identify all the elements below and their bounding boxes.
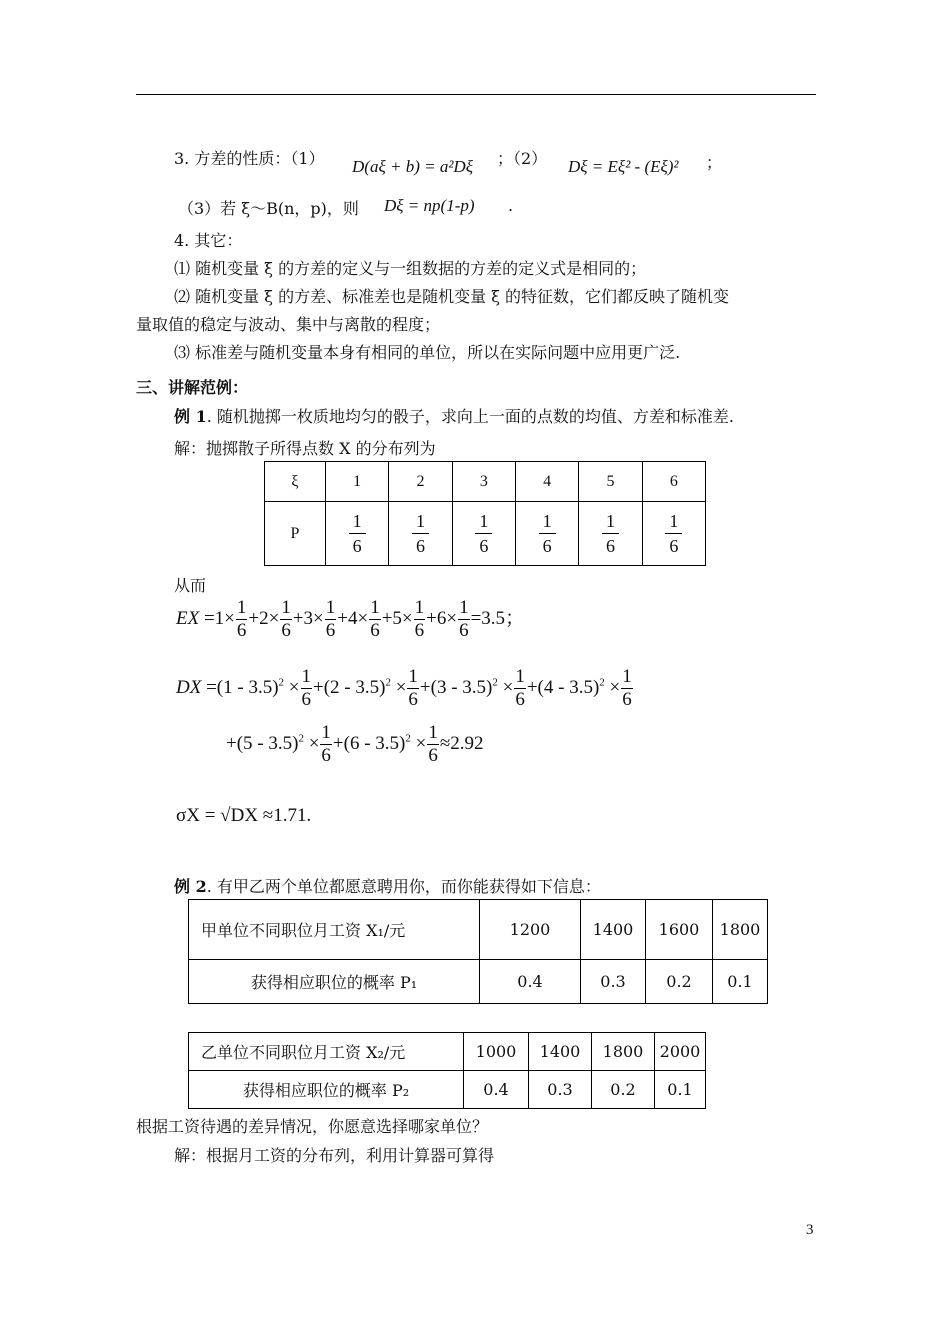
table-row — [189, 1071, 706, 1109]
table-cell: 4 — [515, 462, 578, 502]
therefore-text: 从而 — [174, 576, 207, 595]
table-cell: 1200 — [480, 900, 581, 960]
probability-fraction: $\frac{1}{6}$ — [475, 509, 492, 558]
table-cell: 5 — [579, 462, 642, 502]
example-2-solution-intro: 解：根据月工资的分布列，利用计算器可算得 — [174, 1146, 495, 1165]
example-2-statement — [174, 874, 601, 897]
property-separator-1: ；（2） — [497, 149, 548, 168]
table-cell: 6 — [642, 462, 705, 502]
sigma-end: . — [306, 805, 312, 826]
property-3-end: . — [508, 196, 514, 215]
section-4-paragraph-2-line-2: 量取值的稳定与波动、集中与离散的程度； — [136, 315, 441, 334]
sigma-formula-text: σX = √DX ≈1.71 — [176, 805, 307, 826]
section-heading-examples: 三、讲解范例： — [136, 378, 249, 397]
standard-deviation-formula — [176, 805, 311, 827]
property-1-formula: D(aξ + b) = a²Dξ — [352, 157, 473, 176]
salary-table-b — [188, 1032, 706, 1109]
variance-formula-line-1: DX =(1 - 3.5)$^2$ × $\frac{1}{6}$ +(2 - 3.5)$^2$ × $\frac{1}{6}$ +(3 - 3.5)$^2$ × $\frac{1}{6}$ +(4 - 3.5)$^2$ × $\frac{1}{6}$ — [176, 666, 632, 710]
properties-intro: 3. 方差的性质：（1） — [174, 149, 325, 168]
table-row — [265, 462, 706, 502]
table-header-cell: 获得相应职位的概率 P₂ — [189, 1071, 464, 1109]
probability-fraction: $\frac{1}{6}$ — [602, 509, 619, 558]
header-rule — [136, 94, 816, 95]
probability-fraction: $\frac{1}{6}$ — [349, 509, 366, 558]
table-cell: 0.1 — [655, 1071, 706, 1109]
salary-table-a — [188, 899, 768, 1004]
table-row — [189, 1033, 706, 1071]
probability-fraction: $\frac{1}{6}$ — [665, 509, 682, 558]
distribution-table — [264, 461, 706, 566]
example-1-label: 例 1 — [174, 407, 207, 426]
probability-fraction: $\frac{1}{6}$ — [412, 509, 429, 558]
property-3-text: （3）若 ξ～B(n，p)，则 — [178, 199, 359, 218]
table-cell — [389, 502, 452, 566]
table-cell: 0.4 — [464, 1071, 529, 1109]
table-cell: 1000 — [464, 1033, 529, 1071]
example-1-statement — [174, 404, 734, 427]
section-4-paragraph-3: ⑶ 标准差与随机变量本身有相同的单位，所以在实际问题中应用更广泛. — [174, 343, 681, 362]
table-cell: 1400 — [581, 900, 646, 960]
section-4-paragraph-1: ⑴ 随机变量 ξ 的方差的定义与一组数据的方差的定义式是相同的； — [174, 259, 647, 278]
section-4-paragraph-2-line-1: ⑵ 随机变量 ξ 的方差、标准差也是随机变量 ξ 的特征数，它们都反映了随机变 — [174, 287, 730, 306]
table-row — [189, 900, 768, 960]
example-2-question: 根据工资待遇的差异情况，你愿意选择哪家单位？ — [136, 1117, 489, 1136]
table-cell — [326, 502, 389, 566]
property-separator-2: ； — [706, 153, 723, 172]
table-cell — [452, 502, 515, 566]
example-1-solution-intro: 解：抛掷散子所得点数 X 的分布列为 — [174, 439, 436, 458]
table-header-cell: 乙单位不同职位月工资 X₂/元 — [189, 1033, 464, 1071]
table-cell: 0.3 — [529, 1071, 592, 1109]
page-number: 3 — [806, 1222, 814, 1238]
property-2-formula: Dξ = Eξ² - (Eξ)² — [568, 157, 679, 176]
section-4-title: 4. 其它： — [174, 231, 243, 250]
variance-properties-line — [174, 146, 325, 169]
table-cell — [515, 502, 578, 566]
table-cell: 0.2 — [592, 1071, 655, 1109]
example-1-text: . 随机抛掷一枚质地均匀的骰子，求向上一面的点数的均值、方差和标准差. — [206, 407, 734, 426]
table-cell: 2000 — [655, 1033, 706, 1071]
example-2-label: 例 2 — [174, 877, 207, 896]
variance-formula-line-2: +(5 - 3.5)$^2$ × $\frac{1}{6}$ +(6 - 3.5)$^2$ × $\frac{1}{6}$ ≈2.92 — [226, 722, 484, 766]
table-row — [189, 960, 768, 1004]
table-cell: 0.1 — [713, 960, 768, 1004]
table-cell — [579, 502, 642, 566]
expectation-end: ； — [505, 607, 525, 629]
table-header-cell: 获得相应职位的概率 P₁ — [189, 960, 480, 1004]
table-cell: 1800 — [713, 900, 768, 960]
table-cell: 1600 — [646, 900, 713, 960]
table-cell: 0.2 — [646, 960, 713, 1004]
table-cell: 0.3 — [581, 960, 646, 1004]
table-cell: 1 — [326, 462, 389, 502]
table-header-cell: 甲单位不同职位月工资 X₁/元 — [189, 900, 480, 960]
table-header-cell: ξ — [265, 462, 326, 502]
table-cell: 1800 — [592, 1033, 655, 1071]
probability-fraction: $\frac{1}{6}$ — [539, 509, 556, 558]
example-2-text: . 有甲乙两个单位都愿意聘用你，而你能获得如下信息： — [206, 877, 601, 896]
table-cell: 0.4 — [480, 960, 581, 1004]
table-row — [265, 502, 706, 566]
expectation-formula: EX =1× $\frac{1}{6}$ +2× $\frac{1}{6}$ +3× $\frac{1}{6}$ +4× $\frac{1}{6}$ +5× $\frac{1}{6}$ +6× $\frac{1}{6}$ =3.5； — [176, 597, 525, 641]
table-cell: 1400 — [529, 1033, 592, 1071]
table-header-cell: P — [265, 502, 326, 566]
property-3-formula: Dξ = np(1-p) — [384, 196, 475, 215]
table-cell: 3 — [452, 462, 515, 502]
table-cell: 2 — [389, 462, 452, 502]
variance-result: ≈2.92 — [439, 732, 484, 754]
expectation-result: =3.5 — [470, 607, 506, 629]
table-cell — [642, 502, 705, 566]
